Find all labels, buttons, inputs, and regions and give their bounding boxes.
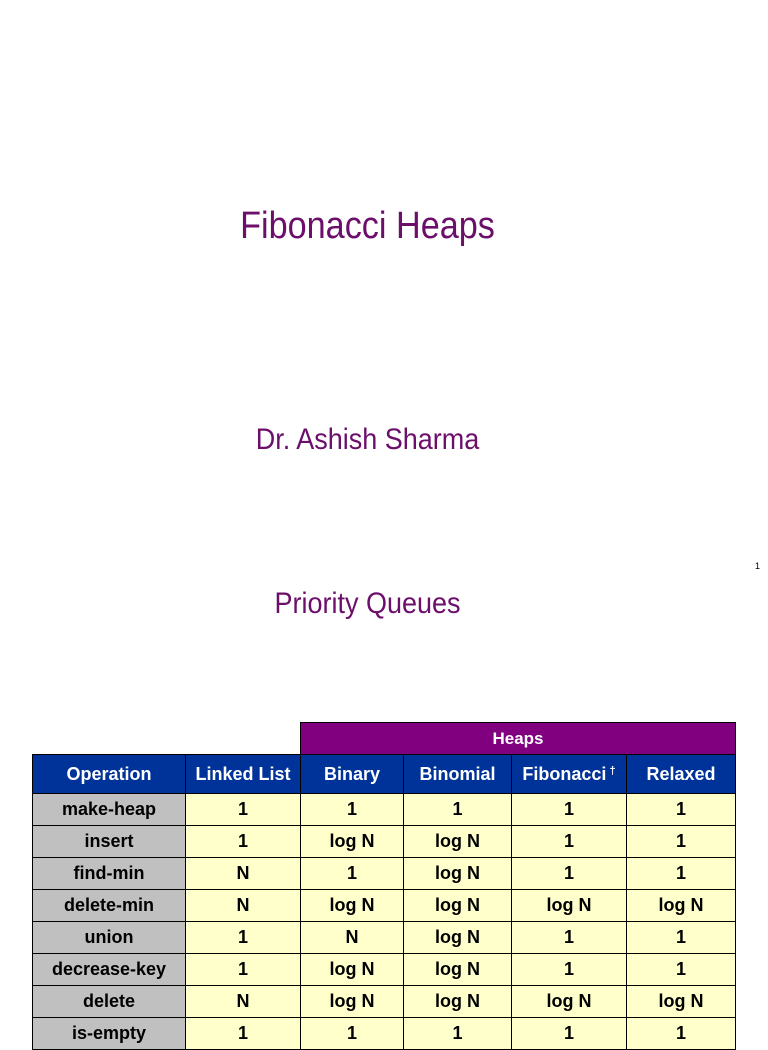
header-relaxed: Relaxed — [627, 755, 736, 794]
operation-cell: delete — [33, 986, 186, 1018]
complexity-cell: log N — [512, 890, 627, 922]
complexity-cell: 1 — [627, 954, 736, 986]
header-operation: Operation — [33, 755, 186, 794]
header-fibonacci — [512, 755, 627, 794]
complexity-cell: log N — [404, 890, 512, 922]
header-linked-list: Linked List — [186, 755, 301, 794]
operation-cell: is-empty — [33, 1018, 186, 1050]
complexity-cell: log N — [512, 986, 627, 1018]
complexity-cell: 1 — [627, 858, 736, 890]
page-number: 1 — [755, 561, 761, 571]
complexity-cell: 1 — [186, 954, 301, 986]
complexity-cell: N — [186, 858, 301, 890]
complexity-cell: N — [186, 890, 301, 922]
complexity-cell: 1 — [186, 794, 301, 826]
complexity-cell: 1 — [512, 826, 627, 858]
complexity-cell: log N — [301, 826, 404, 858]
complexity-cell: 1 — [404, 794, 512, 826]
header-fibonacci-label: Fibonacci — [522, 763, 607, 784]
slide-title: Fibonacci Heaps — [240, 205, 495, 247]
complexity-cell: log N — [404, 954, 512, 986]
complexity-cell: 1 — [512, 794, 627, 826]
section-title: Priority Queues — [274, 587, 461, 620]
complexity-cell: log N — [404, 986, 512, 1018]
operation-cell: insert — [33, 826, 186, 858]
header-binomial: Binomial — [404, 755, 512, 794]
table-row — [33, 826, 736, 858]
operation-cell: make-heap — [33, 794, 186, 826]
table-row — [33, 858, 736, 890]
author-name: Dr. Ashish Sharma — [255, 423, 480, 456]
operation-cell: find-min — [33, 858, 186, 890]
table-row — [33, 922, 736, 954]
complexity-cell: 1 — [512, 858, 627, 890]
complexity-cell: log N — [627, 890, 736, 922]
complexity-cell: 1 — [301, 858, 404, 890]
table-row — [33, 794, 736, 826]
complexity-cell: 1 — [301, 794, 404, 826]
complexity-cell: 1 — [512, 1018, 627, 1050]
table-row — [33, 890, 736, 922]
complexity-cell: 1 — [186, 826, 301, 858]
complexity-cell: log N — [627, 986, 736, 1018]
dagger-mark: † — [609, 764, 616, 777]
complexity-cell: log N — [404, 922, 512, 954]
complexity-cell: log N — [301, 986, 404, 1018]
complexity-cell: 1 — [186, 922, 301, 954]
operation-cell: decrease-key — [33, 954, 186, 986]
table-body — [33, 794, 736, 1050]
table-header-row — [33, 755, 736, 794]
complexity-cell: log N — [404, 858, 512, 890]
complexity-cell: N — [301, 922, 404, 954]
operation-cell: union — [33, 922, 186, 954]
complexity-cell: 1 — [627, 922, 736, 954]
complexity-cell: N — [186, 986, 301, 1018]
complexity-cell: 1 — [186, 1018, 301, 1050]
complexity-cell: 1 — [627, 794, 736, 826]
operation-cell: delete-min — [33, 890, 186, 922]
complexity-cell: log N — [301, 954, 404, 986]
complexity-cell: log N — [404, 826, 512, 858]
table-row — [33, 1018, 736, 1050]
table-group-header-row — [33, 723, 736, 755]
complexity-cell: log N — [301, 890, 404, 922]
complexity-cell: 1 — [512, 954, 627, 986]
table-row — [33, 986, 736, 1018]
complexity-cell: 1 — [512, 922, 627, 954]
complexity-cell: 1 — [627, 1018, 736, 1050]
table-row — [33, 954, 736, 986]
complexity-cell: 1 — [627, 826, 736, 858]
heaps-group-header: Heaps — [301, 723, 736, 755]
priority-queue-table — [32, 722, 736, 1050]
complexity-cell: 1 — [404, 1018, 512, 1050]
header-binary: Binary — [301, 755, 404, 794]
complexity-cell: 1 — [301, 1018, 404, 1050]
